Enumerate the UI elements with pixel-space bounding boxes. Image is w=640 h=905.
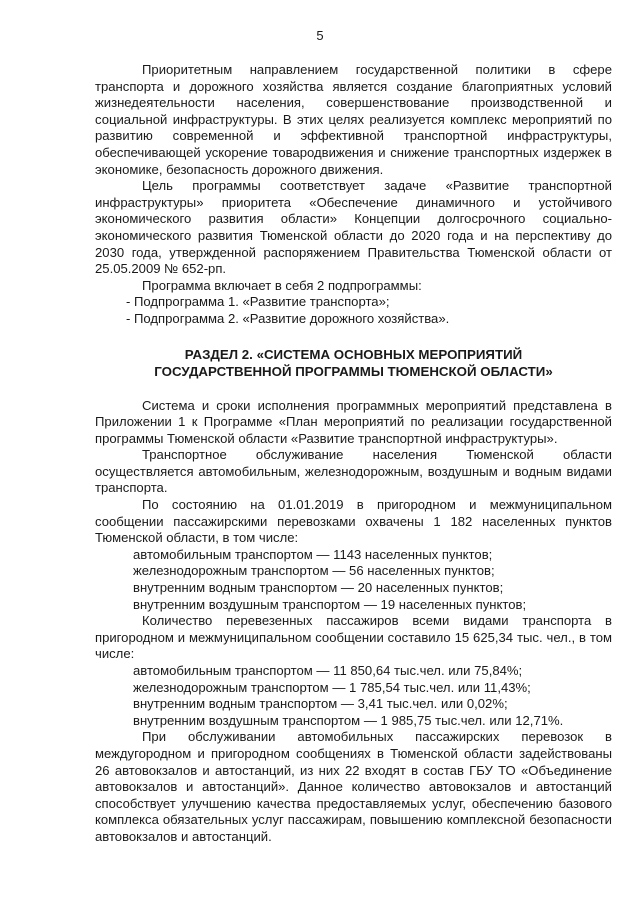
intro-paragraph-goal: Цель программы соответствует задаче «Развитие транспортной инфраструктуры» приоритета «Обеспечение динамичного и устойчивого экономического развития области» Концепции долгосрочного социально-экономического развития Тюменской области до 2020 года и на перспективу до 2030 года, утвержденной распоряжением Правительства Тюменской области от 25.05.2009 № 652-рп. — [95, 178, 612, 277]
settlements-list-item: железнодорожным транспортом — 56 населенных пунктов; — [133, 563, 495, 579]
page-number: 5 — [316, 28, 324, 43]
passengers-list-item: железнодорожным транспортом — 1 785,54 тыс.чел. или 11,43%; — [133, 679, 531, 695]
section-paragraph-coverage: По состоянию на 01.01.2019 в пригородном и межмуниципальном сообщении пассажирскими перевозками охвачены 1 182 населенных пунктов Тюменской области, в том числе: — [95, 497, 612, 546]
settlements-list-item: внутренним водным транспортом — 20 населенных пунктов; — [133, 580, 504, 596]
page-content — [95, 62, 612, 846]
section-heading — [95, 346, 612, 380]
closing-paragraph: При обслуживании автомобильных пассажирских перевозок в междугородном и пригородном сообщениях в Тюменской области задействованы 26 автовокзалов и автостанций, из них 22 входят в состав ГБУ ТО «Объединение автовокзалов и автостанций». Данное количество автовокзалов и автостанций способствует улучшению качества предоставляемых услуг, обеспечению базового комплекса обязательных услуг пассажирам, повышению комплексной безопасности автовокзалов и автостанций. — [95, 729, 612, 844]
section-heading-line: РАЗДЕЛ 2. «СИСТЕМА ОСНОВНЫХ МЕРОПРИЯТИЙ — [184, 346, 523, 362]
section-paragraph-appendix: Система и сроки исполнения программных мероприятий представлена в Приложении 1 к Программе «План мероприятий по реализации государственной программы Тюменской области «Развитие транспортной инфраструктуры». — [95, 397, 612, 446]
section-heading-line: ГОСУДАРСТВЕННОЙ ПРОГРАММЫ ТЮМЕНСКОЙ ОБЛАСТИ» — [154, 363, 553, 379]
settlements-list-item: автомобильным транспортом — 1143 населенных пунктов; — [133, 546, 493, 562]
passengers-list-item: внутренним водным транспортом — 3,41 тыс.чел. или 0,02%; — [133, 696, 508, 712]
passengers-list-item: автомобильным транспортом — 11 850,64 тыс.чел. или 75,84%; — [133, 663, 523, 678]
subprogram-item: - Подпрограмма 1. «Развитие транспорта»; — [126, 294, 390, 310]
section-paragraph-transport-service: Транспортное обслуживание населения Тюменской области осуществляется автомобильным, железнодорожным, воздушным и водным видами транспорта. — [95, 447, 612, 496]
intro-paragraph-subprograms: Программа включает в себя 2 подпрограммы: — [142, 277, 422, 293]
passengers-list-item: внутренним воздушным транспортом — 1 985,75 тыс.чел. или 12,71%. — [133, 712, 564, 728]
intro-paragraph-priorities: Приоритетным направлением государственной политики в сфере транспорта и дорожного хозяйства является создание благоприятных условий жизнедеятельности населения, совершенствование производственной и социальной инфраструктуры. В этих целях реализуется комплекс мероприятий по развитию современной и эффективной транспортной инфраструктуры, обеспечивающей ускорение товародвижения и снижение транспортных издержек в экономике, безопасность дорожного движения. — [95, 62, 612, 177]
subprogram-item: - Подпрограмма 2. «Развитие дорожного хозяйства». — [126, 310, 450, 326]
settlements-list-item: внутренним воздушным транспортом — 19 населенных пунктов; — [133, 596, 527, 612]
passengers-paragraph: Количество перевезенных пассажиров всеми видами транспорта в пригородном и межмуниципальном сообщении составило 15 625,34 тыс. чел., в том числе: — [95, 613, 612, 662]
